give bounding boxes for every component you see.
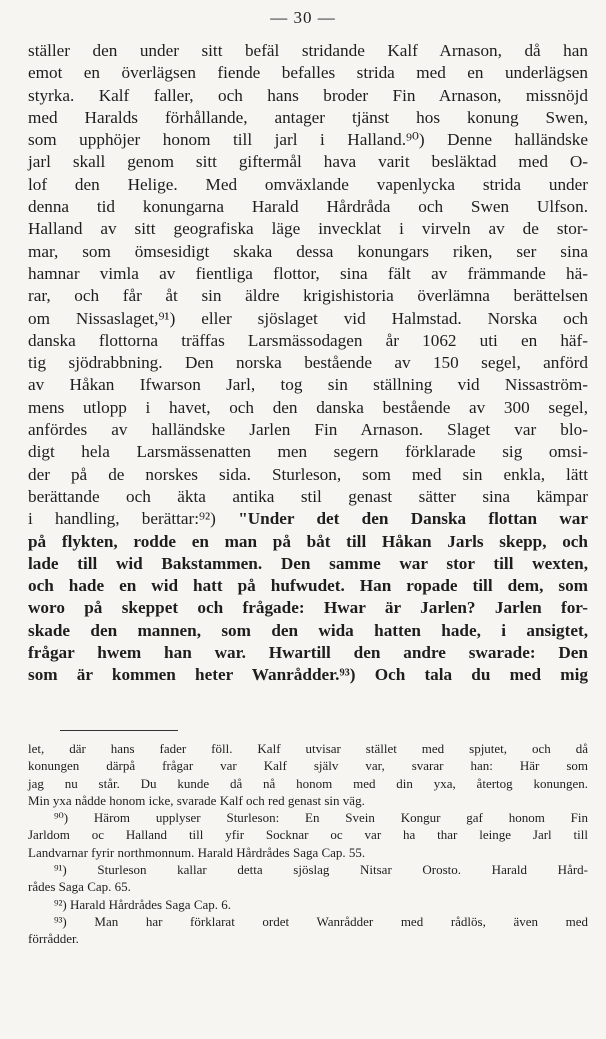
text-line: anfördes av halländske Jarlen Fin Arnason. Slaget var blo- bbox=[28, 420, 588, 440]
body-text bbox=[28, 40, 588, 687]
footnote-marker: ⁹¹) bbox=[54, 862, 67, 878]
text-line: lof den Helige. Med omväxlande vapenlycka strida under bbox=[28, 174, 588, 194]
text-line: digt hela Larsmässenatten men segern förklarade sig omsi- bbox=[28, 442, 588, 462]
quote-line: på flykten, rodde en man på båt till Håkan Jarls skepp, och bbox=[28, 531, 588, 551]
text-line: tig sjödrabbning. Den norska bestående av 150 segel, anförd bbox=[28, 353, 588, 373]
quote-line: och hade en wid hatt på hufwudet. Han ropade till dem, som bbox=[28, 576, 588, 596]
text-line: mar, som ömsesidigt skaka dessa konungars riken, ser sina bbox=[28, 241, 588, 261]
text-line: danska flottorna träffas Larsmässodagen år 1062 uti en häf- bbox=[28, 330, 588, 350]
footnote-text: Harald Hårdrådes Saga Cap. 6. bbox=[70, 896, 232, 912]
text-line: av Håkan Ifwarson Jarl, tog sin ställning vid Nissaström- bbox=[28, 375, 588, 395]
text-line: der på de norskes sida. Sturleson, som med sin enkla, lätt bbox=[28, 464, 588, 484]
footnote-91 bbox=[28, 861, 588, 878]
text-line: mens utlopp i havet, och den danska bestående av 300 segel, bbox=[28, 397, 588, 417]
text-line: berättande och äkta antika stil genast sätter sina kämpar bbox=[28, 486, 588, 506]
footnote-line: jag nu står. Du kunde då nå honom med din yxa, återtog konungen. bbox=[28, 775, 588, 791]
footnote-line: let, där hans fader föll. Kalf utvisar stället med spjutet, och då bbox=[28, 741, 588, 756]
text-line: emot en överlägsen fiende befalles strida med en underlägsen bbox=[28, 63, 588, 83]
footnote-text: Sturleson kallar detta sjöslag Nitsar Orosto. Harald Hård- bbox=[97, 862, 588, 878]
text-line: denna tid konungarna Harald Hårdråda och Swen Ulfson. bbox=[28, 197, 588, 217]
footnote-92 bbox=[28, 896, 588, 913]
text-line: som upphöjer honom till jarl i Halland.⁹⁰) Denne halländske bbox=[28, 130, 588, 150]
footnote-line: Jarldom oc Halland till yfir Socknar oc var ha thar leinge Jarl till bbox=[28, 827, 588, 843]
text-line: med Haralds förhållande, antager tjänst hos konung Swen, bbox=[28, 107, 588, 127]
footnote-90 bbox=[28, 809, 588, 826]
text-line: styrka. Kalf faller, och hans broder Fin Arnason, missnöjd bbox=[28, 85, 588, 105]
text-line: ställer den under sitt befäl stridande Kalf Arnason, då han bbox=[28, 41, 588, 60]
text-line: om Nissaslaget,⁹¹) eller sjöslaget vid Halmstad. Norska och bbox=[28, 308, 588, 328]
quote-line: skade den mannen, som den wida hatten hade, i ansigtet, bbox=[28, 620, 588, 640]
quote-line: frågar hwem han war. Hwartill den andre swarade: Den bbox=[28, 643, 588, 663]
footnote-line: Landvarnar fyrir northmonnum. Harald Hårdrådes Saga Cap. 55. bbox=[28, 844, 366, 860]
footnote-marker: ⁹⁰) bbox=[54, 810, 69, 826]
text-line: jarl skall genom sitt giftermål hava varit besläktad med O- bbox=[28, 152, 588, 172]
footnote-line: rådes Saga Cap. 65. bbox=[28, 879, 131, 895]
footnote-divider bbox=[60, 730, 178, 731]
footnotes bbox=[28, 740, 588, 948]
text-line: hamnar vimla av fientliga flottor, sina fält av främmande hä- bbox=[28, 263, 588, 283]
quote-line: lade till wid Bakstammen. Den samme war stor till wexten, bbox=[28, 553, 588, 573]
quote-line: woro på skeppet och frågade: Hwar är Jarlen? Jarlen for- bbox=[28, 598, 588, 618]
page-number: — 30 — bbox=[270, 8, 336, 27]
footnote-line: Min yxa nådde honom icke, svarade Kalf och red genast sin väg. bbox=[28, 792, 365, 808]
text-line: Halland av sitt geografiska läge invecklat i virveln av de stor- bbox=[28, 219, 588, 239]
footnote-line: konungen därpå frågar var Kalf själv var, svarar han: Här som bbox=[28, 758, 588, 774]
footnote-93 bbox=[28, 913, 588, 930]
text-line: rar, och får åt sin äldre krigishistoria överlämna berättelsen bbox=[28, 286, 588, 306]
text-fragment: i handling, berättar:⁹²) bbox=[28, 509, 216, 529]
footnote-text: Härom upplyser Sturleson: En Svein Kongur gaf honom Fin bbox=[93, 810, 589, 826]
footnote-text: Man har förklarat ordet Wanrådder med rådlös, även med bbox=[94, 913, 588, 929]
quote-start: "Under det den Danska flottan war bbox=[238, 509, 588, 529]
footnote-line: förrådder. bbox=[28, 931, 79, 947]
quote-line: som är kommen heter Wanrådder.⁹³) Och tala du med mig bbox=[28, 665, 588, 685]
text-line-mixed bbox=[28, 508, 588, 530]
footnote-marker: ⁹²) bbox=[54, 896, 67, 912]
footnote-marker: ⁹³) bbox=[54, 913, 67, 929]
